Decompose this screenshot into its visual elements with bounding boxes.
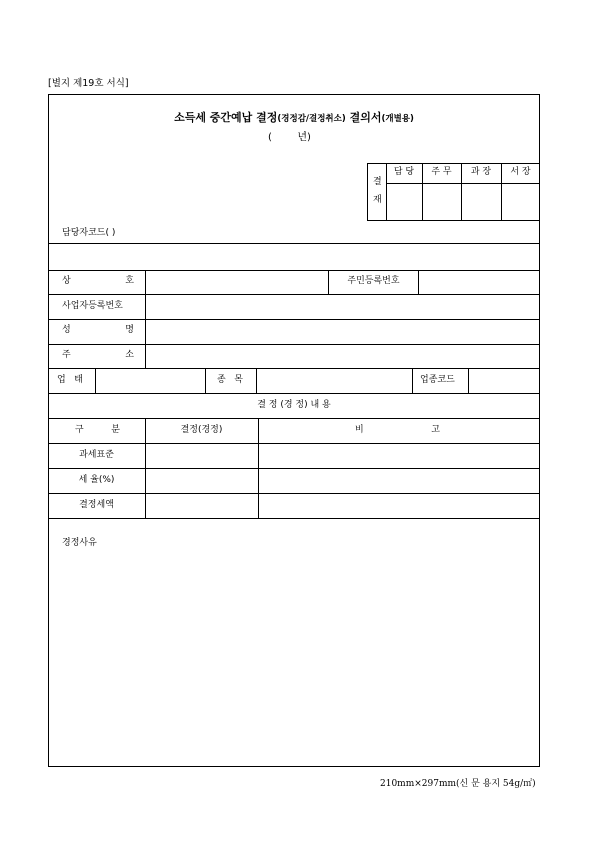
officer-code-label: 담당자코드( ) xyxy=(62,228,116,238)
approval-sign-section-head[interactable] xyxy=(462,184,500,219)
tax-base-remarks-field[interactable] xyxy=(259,444,539,467)
business-type-label: 업 태 xyxy=(57,375,83,385)
remarks-column-header: 비 고 xyxy=(355,425,440,435)
item-field[interactable] xyxy=(257,369,411,392)
approval-header-section-head: 과 장 xyxy=(470,167,492,177)
title-paren: (경정감/결정취소) xyxy=(277,114,346,124)
approval-header-staff: 담 당 xyxy=(393,167,415,177)
resident-no-label: 주민등록번호 xyxy=(347,276,400,286)
title-main-2: 결의서 xyxy=(349,111,382,124)
approval-side-label-2: 재 xyxy=(373,195,382,205)
row-label-tax-base: 과세표준 xyxy=(79,450,114,460)
business-reg-no-field[interactable] xyxy=(146,295,539,318)
address-label: 주 소 xyxy=(62,350,134,360)
decision-column-header: 결정(경정) xyxy=(180,425,223,435)
title-main: 소득세 중간예납 결정 xyxy=(174,111,278,124)
correction-reason-field[interactable] xyxy=(50,555,538,765)
approval-side-label-1: 결 xyxy=(373,177,382,187)
tax-rate-decision-field[interactable] xyxy=(146,469,257,492)
decision-section-title: 결 정 (경 정) 내 용 xyxy=(257,400,331,410)
form-title xyxy=(50,109,538,125)
tax-base-decision-field[interactable] xyxy=(146,444,257,467)
approval-header-director: 서 장 xyxy=(510,167,531,177)
business-reg-no-label: 사업자등록번호 xyxy=(62,301,123,311)
address-field[interactable] xyxy=(146,345,539,367)
tax-rate-remarks-field[interactable] xyxy=(259,469,539,492)
business-type-field[interactable] xyxy=(96,369,204,392)
approval-header-chief: 주 무 xyxy=(431,167,452,177)
tax-amount-decision-field[interactable] xyxy=(146,494,257,517)
resident-no-field[interactable] xyxy=(419,271,539,293)
trade-name-field[interactable] xyxy=(146,271,327,293)
industry-code-label: 업종코드 xyxy=(420,375,455,385)
industry-code-field[interactable] xyxy=(469,369,539,392)
name-label: 성 명 xyxy=(62,325,134,335)
approval-sign-chief[interactable] xyxy=(423,184,460,219)
form-number-label: [별지 제19호 서식] xyxy=(48,78,129,89)
title-paren-2: (개별용) xyxy=(381,114,414,124)
row-label-tax-amount: 결정세액 xyxy=(79,500,114,510)
correction-reason-label: 경정사유 xyxy=(62,538,97,548)
row-label-tax-rate: 세 율(%) xyxy=(78,475,115,485)
approval-sign-staff[interactable] xyxy=(387,184,421,219)
item-label: 종 목 xyxy=(217,375,243,385)
year-field[interactable]: ( 년) xyxy=(268,132,311,143)
tax-amount-remarks-field[interactable] xyxy=(259,494,539,517)
paper-spec-footer: 210mm×297mm(신 문 용지 54g/㎡) xyxy=(380,779,536,789)
approval-sign-director[interactable] xyxy=(502,184,539,219)
trade-name-label: 상 호 xyxy=(62,276,134,286)
name-field[interactable] xyxy=(146,320,539,343)
category-column-header: 구 분 xyxy=(75,425,120,435)
